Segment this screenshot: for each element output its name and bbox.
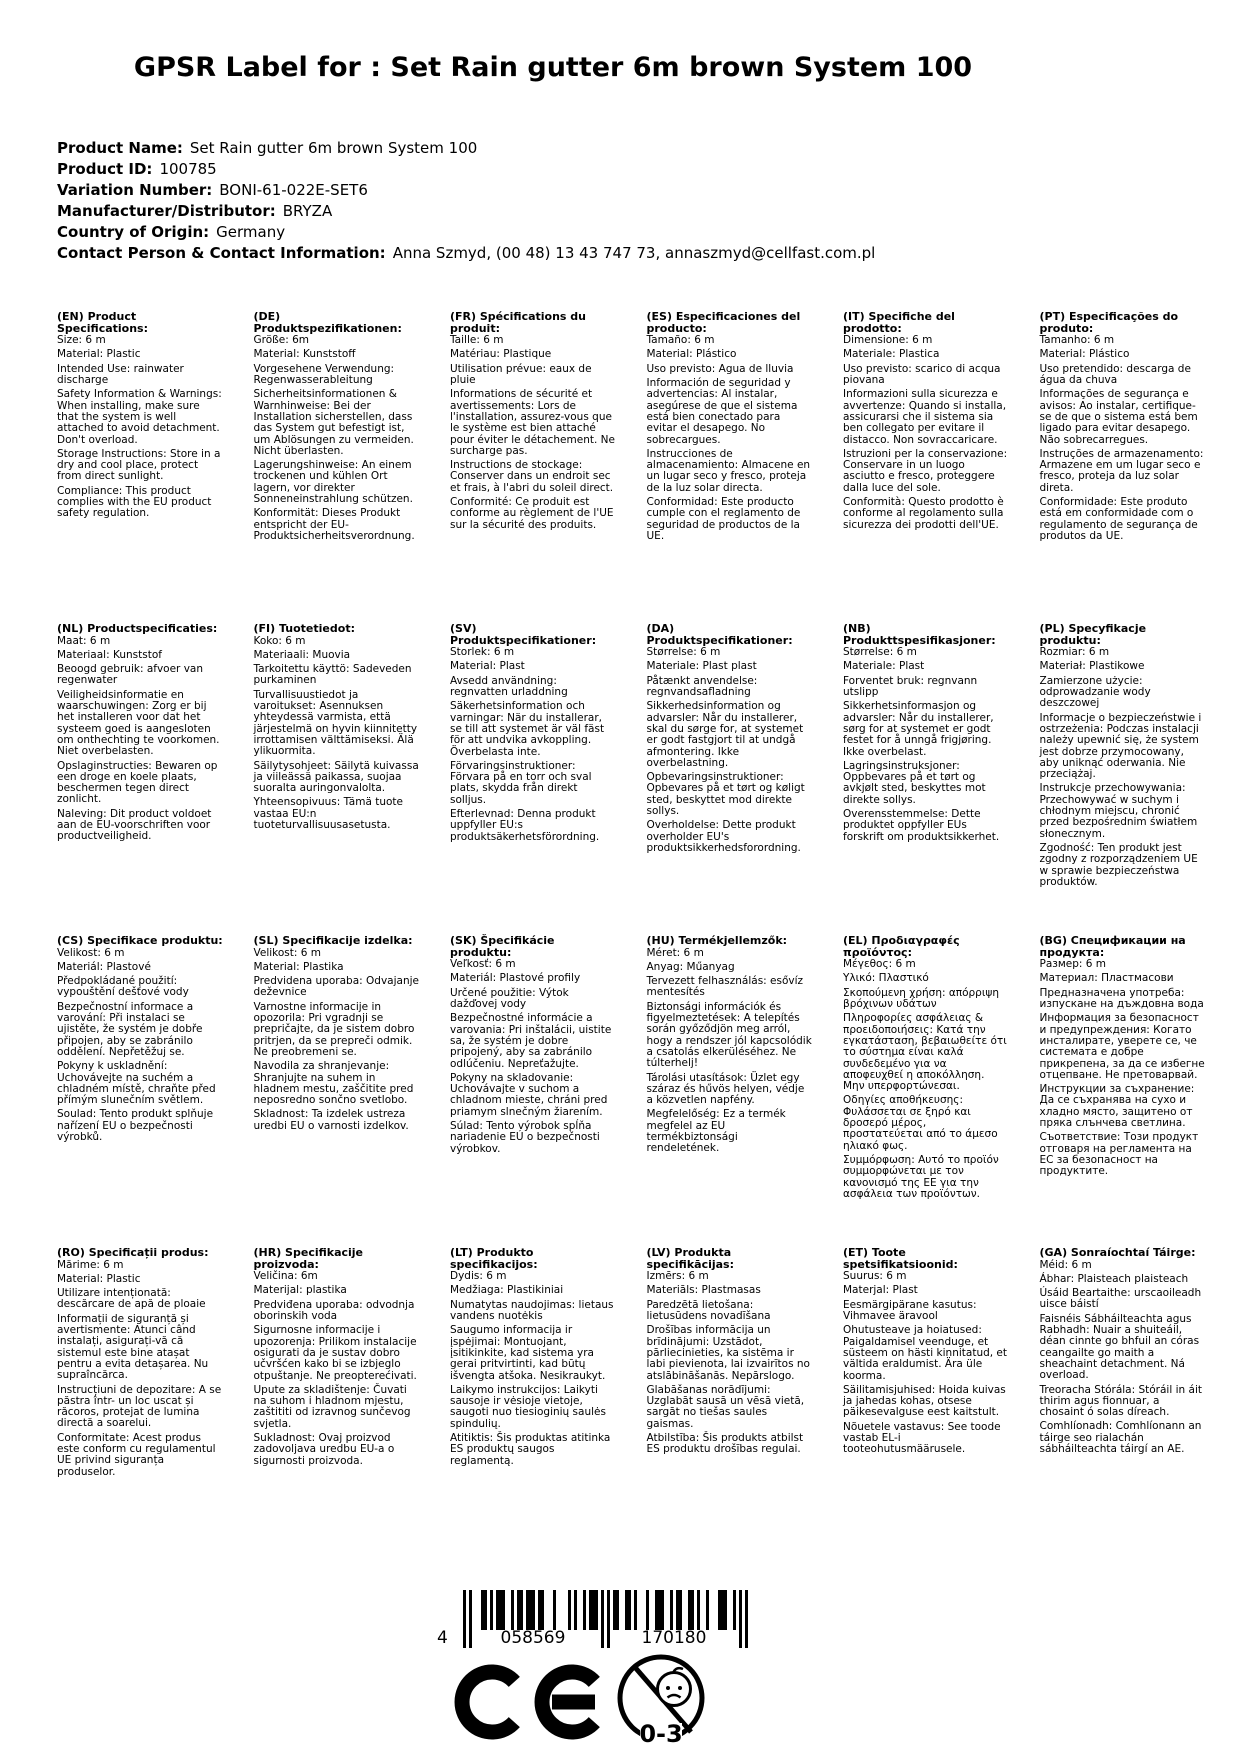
spec-block-heading: (HR) Specifikacije proizvoda: <box>253 1246 364 1271</box>
spec-paragraph: Zgodność: Ten produkt jest zgodny z rozporządzeniem UE w sprawie bezpieczeństwa produktów. <box>1039 841 1198 888</box>
spec-paragraph: Инструкции за съхранение: Да се съхранява на сухо и хладно място, защитено от пряка слънчева светлина. <box>1039 1083 1195 1130</box>
spec-paragraph: Tervezett felhasználás: esővíz mentesítés <box>646 975 804 999</box>
product-info-value: Germany <box>216 223 286 241</box>
spec-paragraph: Materiál: Plastové <box>57 960 151 973</box>
spec-paragraph: Turvallisuustiedot ja varoitukset: Asennuksen yhteydessä varmista, että järjestelmä on hyvin kiinnitetty irrottamisen välttämiseksi. Älä ylikuormita. <box>253 688 418 758</box>
spec-block-body <box>843 959 1009 1200</box>
spec-paragraph: Předpokládané použití: vypouštění dešťové vody <box>57 975 189 999</box>
spec-paragraph: Nõuetele vastavus: See toode vastab EL-i tooteohutusmäärusele. <box>843 1420 1001 1456</box>
spec-paragraph: Instrukcje przechowywania: Przechowywać w suchym i chłodnym miejscu, chronić przed bezpośrednim światłem słonecznym. <box>1039 782 1198 840</box>
spec-paragraph: Méid: 6 m <box>1039 1258 1092 1271</box>
spec-paragraph: Материал: Пластмасови <box>1039 972 1174 985</box>
spec-paragraph: Sigurnosne informacije i upozorenja: Prilikom instalacije osigurati da je sustav dobro učvršćen kako bi se izbjeglo otpuštanje. Ne preopterećivati. <box>253 1324 417 1382</box>
spec-paragraph: Efterlevnad: Denna produkt uppfyller EU:s produktsäkerhetsförordning. <box>450 808 600 843</box>
spec-paragraph: Informations de sécurité et avertissements: Lors de l'installation, assurez-vous que le système est bien attaché pour éviter le détachement. Ne surcharge pas. <box>450 388 615 457</box>
spec-paragraph: Uso previsto: scarico di acqua piovana <box>843 362 1001 387</box>
spec-paragraph: Materiale: Plast plast <box>646 660 757 673</box>
spec-paragraph: Информация за безопасност и предупреждения: Когато инсталирате, уверете се, че системата е добре прикрепена, за да се избегне отцепване. Не претоварвай. <box>1039 1012 1205 1081</box>
product-info-row <box>57 245 875 261</box>
spec-paragraph: Drošības informācija un brīdinājumi: Uzstādot, pārliecinieties, ka sistēma ir labi pievienota, lai izvairītos no atslābināšanās. Nepārslogo. <box>646 1324 810 1382</box>
spec-paragraph: Maat: 6 m <box>57 634 111 647</box>
spec-block <box>843 1247 1009 1559</box>
spec-block-body <box>450 959 616 1155</box>
spec-paragraph: Tarkoitettu käyttö: Sadeveden purkaminen <box>253 663 412 687</box>
spec-block-body <box>1040 959 1206 1177</box>
product-info-value: BONI-61-022E-SET6 <box>219 181 368 199</box>
spec-block-body <box>647 1271 813 1455</box>
spec-paragraph: Sicherheitsinformationen & Warnhinweise: Bei der Installation sicherstellen, dass das System gut befestigt ist, um Ablösungen zu vermeiden. Nicht überlasten. <box>253 388 414 457</box>
spec-paragraph: Tárolási utasítások: Üzlet egy száraz és hűvös helyen, védje a közvetlen napfény. <box>646 1071 805 1107</box>
spec-paragraph: Anyag: Műanyag <box>646 960 735 973</box>
spec-paragraph: Påtænkt anvendelse: regnvandsafladning <box>646 674 758 699</box>
spec-paragraph: Størrelse: 6 m <box>646 646 721 659</box>
product-info-label: Country of Origin: <box>57 223 210 241</box>
spec-block-body <box>1040 1260 1206 1456</box>
product-info <box>57 140 875 266</box>
spec-paragraph: Instrucciones de almacenamiento: Almacene en un lugar seco y fresco, proteja de la luz solar directa. <box>646 447 811 494</box>
spec-paragraph: Beoogd gebruik: afvoer van regenwater <box>57 663 204 687</box>
product-info-label: Manufacturer/Distributor: <box>57 202 276 220</box>
spec-paragraph: Material: Plástico <box>646 348 737 361</box>
spec-paragraph: Compliance: This product complies with the EU product safety regulation. <box>57 484 212 520</box>
spec-paragraph: Veľkosť: 6 m <box>450 958 516 971</box>
page-title: GPSR Label for : Set Rain gutter 6m brown System 100 <box>133 52 973 83</box>
spec-block-body <box>1040 335 1206 542</box>
spec-block-body <box>450 335 616 531</box>
spec-block <box>254 623 420 935</box>
spec-paragraph: Предназначена употреба: изпускане на дъждовна вода <box>1039 986 1204 1011</box>
spec-paragraph: Úsáid Beartaithe: urscaoileadh uisce báistí <box>1039 1287 1202 1311</box>
spec-paragraph: Instruções de armazenamento: Armazene em um lugar seco e fresco, proteja da luz solar direta. <box>1039 447 1204 494</box>
spec-paragraph: Bezpečnostné informácie a varovania: Pri inštalácii, uistite sa, že systém je dobre pripojený, aby sa zabránilo odlúčeniu. Nepreťažujte. <box>450 1012 612 1070</box>
product-info-value: 100785 <box>159 160 217 178</box>
spec-paragraph: Material: Plastic <box>57 1272 141 1285</box>
spec-block-heading: (SV) Produktspecifikationer: <box>450 622 597 647</box>
spec-block-body <box>843 1271 1009 1455</box>
spec-block-body <box>1040 647 1206 888</box>
product-info-label: Product Name: <box>57 139 183 157</box>
spec-block-heading: (SL) Specifikacije izdelka: <box>253 934 413 947</box>
spec-paragraph: Skladnost: Ta izdelek ustreza uredbi EU o varnosti izdelkov. <box>253 1108 409 1132</box>
spec-paragraph: Rozmiar: 6 m <box>1039 646 1110 659</box>
spec-paragraph: Vorgesehene Verwendung: Regenwasserableitung <box>253 362 395 387</box>
spec-paragraph: Treoracha Stórála: Stóráil in áit thirim agus fionnuar, a chosaint ó solas díreach. <box>1039 1383 1202 1419</box>
spec-paragraph: Materiaali: Muovia <box>253 648 351 661</box>
spec-paragraph: Sikkerhedsinformation og advarsler: Når du installerer, skal du sørge for, at systemet er godt fastgjort til at undgå afmontering. Ikke overbelastning. <box>646 700 804 769</box>
spec-paragraph: Avsedd användning: regnvatten urladdning <box>450 674 568 699</box>
spec-block-heading: (NB) Produkttspesifikasjoner: <box>843 622 996 647</box>
spec-paragraph: Pokyny na skladovanie: Uchovávajte v suchom a chladnom mieste, chráni pred priamym slnečným žiarením. <box>450 1071 608 1118</box>
spec-block-heading: (IT) Specifiche del prodotto: <box>843 310 955 335</box>
spec-block-body <box>647 948 813 1155</box>
spec-paragraph: Materiale: Plastica <box>843 348 940 361</box>
spec-paragraph: Materiał: Plastikowe <box>1039 660 1145 673</box>
spec-paragraph: Material: Plast <box>450 660 525 673</box>
baby-face-icon <box>658 1668 691 1705</box>
spec-paragraph: Safety Information & Warnings: When installing, make sure that the system is well attached to avoid detachment. Don't overload. <box>57 388 222 446</box>
spec-block <box>647 935 813 1247</box>
spec-paragraph: Съответствие: Този продукт отговаря на регламента на ЕС за безопасност на продуктите. <box>1039 1131 1199 1178</box>
spec-paragraph: Conformità: Questo prodotto è conforme al regolamento sulla sicurezza dei prodotti dell'UE. <box>843 496 1004 531</box>
spec-paragraph: Overholdelse: Dette produkt overholder EU's produktsikkerhedsforordning. <box>646 819 801 854</box>
age-warning-0-3-icon <box>615 1650 709 1750</box>
spec-block-body <box>450 1271 616 1467</box>
spec-paragraph: Material: Plástico <box>1039 348 1130 361</box>
spec-paragraph: Material: Plastika <box>253 960 344 973</box>
spec-paragraph: Eesmärgipärane kasutus: Vihmavee äravool <box>843 1298 977 1323</box>
spec-block-body <box>57 948 223 1144</box>
spec-paragraph: Dimensione: 6 m <box>843 334 933 347</box>
spec-block <box>254 935 420 1247</box>
spec-paragraph: Συμμόρφωση: Αυτό το προϊόν συμμορφώνεται με τον κανονισμό της ΕΕ για την ασφάλεια των προϊόντων. <box>843 1153 999 1200</box>
spec-paragraph: Zamierzone użycie: odprowadzanie wody deszczowej <box>1039 674 1151 710</box>
spec-paragraph: Veličina: 6m <box>253 1270 318 1283</box>
spec-block <box>254 311 420 623</box>
spec-block-body <box>254 948 420 1132</box>
spec-paragraph: Predviđena uporaba: odvodnja oborinskih voda <box>253 1298 415 1323</box>
spec-block-body <box>647 647 813 854</box>
spec-paragraph: Lagringsinstruksjoner: Oppbevares på et tørt og avkjølt sted, beskyttes mot direkte sollys. <box>843 759 986 806</box>
spec-block-heading: (ES) Especificaciones del producto: <box>646 310 801 335</box>
spec-paragraph: Mărime: 6 m <box>57 1258 124 1271</box>
spec-paragraph: Glabāšanas norādījumi: Uzglabāt sausā un vēsā vietā, sargāt no tiešas saules gaismas. <box>646 1383 805 1430</box>
spec-paragraph: Sukladnost: Ovaj proizvod zadovoljava uredbu EU-a o sigurnosti proizvoda. <box>253 1432 395 1467</box>
spec-block-body <box>647 335 813 542</box>
spec-block-body <box>254 1271 420 1467</box>
spec-paragraph: Utilizare intenționată: descărcare de apă de ploaie <box>57 1287 206 1311</box>
spec-paragraph: Σκοπούμενη χρήση: απόρριψη βρόχινων υδάτων <box>843 986 999 1011</box>
spec-block-body <box>843 647 1009 843</box>
spec-paragraph: Sikkerhetsinformasjon og advarsler: Når du installerer, sørg for at systemet er godt festet for å unngå frigjøring. Ikke overbelast. <box>843 700 994 758</box>
spec-paragraph: Materiāls: Plastmasas <box>646 1284 761 1297</box>
spec-block <box>843 311 1009 623</box>
spec-block <box>1040 1247 1206 1559</box>
spec-block <box>647 1247 813 1559</box>
spec-block-body <box>450 647 616 843</box>
spec-block-heading: (BG) Спецификации на продукта: <box>1039 934 1186 959</box>
spec-paragraph: Opslaginstructies: Bewaren op een droge en koele plaats, beschermen tegen direct zonlicht. <box>57 759 218 806</box>
spec-paragraph: Πληροφορίες ασφάλειας & προειδοποιήσεις: Κατά την εγκατάσταση, βεβαιωθείτε ότι το σύστημα είναι καλά συνδεδεμένο για να αποφευχθεί η αποκόλληση. Μην υπερφορτώνεσαι. <box>843 1012 1007 1093</box>
spec-paragraph: Intended Use: rainwater discharge <box>57 362 184 387</box>
spec-paragraph: Informații de siguranță și avertismente: Atunci când instalați, asigurați-vă că sistemul este bine atașat pentru a evita detașarea. Nu supraîncărca. <box>57 1312 209 1382</box>
spec-paragraph: Utilisation prévue: eaux de pluie <box>450 362 592 387</box>
spec-block-heading: (FR) Spécifications du produit: <box>450 310 587 335</box>
ce-mark-icon <box>450 1660 610 1746</box>
spec-paragraph: Matériau: Plastique <box>450 348 552 361</box>
spec-block-heading: (LT) Produkto specifikacijos: <box>450 1246 538 1271</box>
barcode-right-digits: 170180 <box>641 1628 707 1648</box>
spec-paragraph: Información de seguridad y advertencias: Al instalar, asegúrese de que el sistema está bien conectado para evitar el desapego. No sobrecargues. <box>646 377 798 446</box>
spec-paragraph: Lagerungshinweise: An einem trockenen und kühlen Ort lagern, vor direkter Sonneneinstrahlung schützen. <box>253 459 413 506</box>
spec-paragraph: Materiál: Plastové profily <box>450 972 581 985</box>
spec-block-body <box>57 636 223 843</box>
spec-paragraph: Materiaal: Kunststof <box>57 648 162 661</box>
spec-paragraph: Megfelelőség: Ez a termék megfelel az EU termékbiztonsági rendeletének. <box>646 1108 786 1155</box>
spec-paragraph: Größe: 6m <box>253 334 310 347</box>
spec-paragraph: Informacje o bezpieczeństwie i ostrzeżenia: Podczas instalacji należy upewnić się, że system jest dobrze przymocowany, aby uniknąć oderwania. Nie przeciążaj. <box>1039 711 1202 781</box>
spec-paragraph: Informações de segurança e avisos: Ao instalar, certifique-se de que o sistema está bem ligado para evitar desapego. Não sobrecarregues. <box>1039 388 1198 446</box>
product-info-row <box>57 224 875 240</box>
spec-paragraph: Laikymo instrukcijos: Laikyti sausoje ir vėsioje vietoje, saugoti nuo tiesioginių saulės spindulių. <box>450 1383 606 1430</box>
product-info-value: Set Rain gutter 6m brown System 100 <box>189 139 478 157</box>
spec-paragraph: Säilytysohjeet: Säilytä kuivassa ja viileässä paikassa, suojaa suoralta auringonvalolta. <box>253 759 419 795</box>
spec-block <box>254 1247 420 1559</box>
spec-paragraph: Storage Instructions: Store in a dry and cool place, protect from direct sunlight. <box>57 447 221 483</box>
barcode-lead-digit: 4 <box>437 1628 448 1648</box>
spec-block <box>647 623 813 935</box>
spec-paragraph: Velikost: 6 m <box>57 946 125 959</box>
spec-block <box>450 311 616 623</box>
spec-paragraph: Uso previsto: Agua de lluvia <box>646 362 794 375</box>
spec-paragraph: Méret: 6 m <box>646 946 704 959</box>
spec-paragraph: Ohutusteave ja hoiatused: Paigaldamisel veenduge, et süsteem on hästi kinnitatud, et vältida eraldumist. Ära üle koorma. <box>843 1324 1008 1382</box>
spec-paragraph: Medžiaga: Plastikiniai <box>450 1284 564 1297</box>
spec-paragraph: Μέγεθος: 6 m <box>843 958 916 971</box>
spec-block-heading: (RO) Specificații produs: <box>57 1246 209 1259</box>
spec-paragraph: Istruzioni per la conservazione: Conservare in un luogo asciutto e fresco, proteggere dalla luce del sole. <box>843 447 1008 494</box>
spec-paragraph: Ábhar: Plaisteach plaisteach <box>1039 1272 1189 1285</box>
spec-paragraph: Velikost: 6 m <box>253 946 322 959</box>
spec-paragraph: Förvaringsinstruktioner: Förvara på en torr och sval plats, skydda från direkt solljus. <box>450 759 592 806</box>
spec-paragraph: Size: 6 m <box>57 334 106 347</box>
spec-paragraph: Naleving: Dit product voldoet aan de EU-voorschriften voor productveiligheid. <box>57 807 212 843</box>
spec-block <box>57 1247 223 1559</box>
barcode-left-digits: 058569 <box>500 1628 566 1648</box>
product-info-row <box>57 182 875 198</box>
spec-block-heading: (DE) Produktspezifikationen: <box>253 310 402 335</box>
spec-paragraph: Soulad: Tento produkt splňuje nařízení EU o bezpečnosti výrobků. <box>57 1108 214 1144</box>
spec-block <box>1040 623 1206 935</box>
spec-paragraph: Conformité: Ce produit est conforme au règlement de l'UE sur la sécurité des produits. <box>450 496 614 531</box>
spec-paragraph: Conformidad: Este producto cumple con el reglamento de seguridad de productos de la UE. <box>646 496 801 542</box>
spec-block-heading: (GA) Sonraíochtaí Táirge: <box>1039 1246 1196 1259</box>
spec-paragraph: Overensstemmelse: Dette produktet oppfyller EUs forskrift om produktsikkerhet. <box>843 808 1000 843</box>
spec-block <box>57 623 223 935</box>
product-info-value: Anna Szmyd, (00 48) 13 43 747 73, annaszmyd@cellfast.com.pl <box>392 244 876 262</box>
spec-block <box>57 935 223 1247</box>
spec-block <box>450 935 616 1247</box>
spec-paragraph: Navodila za shranjevanje: Shranjujte na suhem in hladnem mestu, zaščitite pred neposredno sončno svetlobo. <box>253 1060 414 1107</box>
spec-paragraph: Atitiktis: Šis produktas atitinka ES produktų saugos reglamentą. <box>450 1432 611 1467</box>
spec-paragraph: Säilitamisjuhised: Hoida kuivas ja jahedas kohas, otsese päikesevalguse eest kaitstult. <box>843 1383 1006 1419</box>
spec-grid <box>57 311 1236 1559</box>
spec-paragraph: Størrelse: 6 m <box>843 646 917 659</box>
spec-block-body <box>254 335 420 542</box>
spec-paragraph: Izmērs: 6 m <box>646 1270 709 1283</box>
spec-paragraph: Taille: 6 m <box>450 334 504 347</box>
product-info-label: Product ID: <box>57 160 153 178</box>
spec-paragraph: Bezpečnostní informace a varování: Při instalaci se ujistěte, že systém je dobře připojen, aby se zabránilo oddělení. Nepřetěžuj se. <box>57 1000 203 1058</box>
spec-paragraph: Conformidade: Este produto está em conformidade com o regulamento de segurança de produtos da UE. <box>1039 496 1198 542</box>
spec-block <box>450 1247 616 1559</box>
spec-paragraph: Konformität: Dieses Produkt entspricht der EU-Produktsicherheitsverordnung. <box>253 507 415 542</box>
ean-barcode-icon <box>437 1588 757 1654</box>
spec-block-heading: (HU) Termékjellemzők: <box>646 934 788 947</box>
spec-paragraph: Veiligheidsinformatie en waarschuwingen: Zorg er bij het installeren voor dat het systeem goed is aangesloten om onthechting te voorkomen. Niet overbelasten. <box>57 688 220 758</box>
spec-block-heading: (EL) Προδιαγραφές προϊόντος: <box>843 934 960 959</box>
spec-block-heading: (ET) Toote spetsifikatsioonid: <box>843 1246 958 1271</box>
spec-paragraph: Materiale: Plast <box>843 660 925 673</box>
spec-paragraph: Υλικό: Πλαστικό <box>843 972 929 985</box>
spec-paragraph: Predvidena uporaba: Odvajanje deževnice <box>253 975 419 999</box>
spec-paragraph: Размер: 6 m <box>1039 958 1107 971</box>
spec-block-heading: (EN) Product Specifications: <box>57 310 149 335</box>
spec-paragraph: Určené použitie: Výtok dažďovej vody <box>450 986 569 1011</box>
spec-paragraph: Materijal: plastika <box>253 1284 347 1297</box>
product-info-row <box>57 203 875 219</box>
spec-paragraph: Forventet bruk: regnvann utslipp <box>843 674 978 699</box>
spec-paragraph: Biztonsági információk és figyelmeztetések: A telepítés során győződjön meg arról, hogy a rendszer jól kapcsolódik a csatolás elkerüléséhez. Ne túlterhelj! <box>646 1000 812 1070</box>
spec-block-heading: (LV) Produkta specifikācijas: <box>646 1246 734 1271</box>
product-info-value: BRYZA <box>282 202 333 220</box>
spec-paragraph: Pokyny k uskladnění: Uchovávejte na suchém a chladném místě, chraňte před přímým slunečním světlem. <box>57 1060 216 1107</box>
spec-block-body <box>254 636 420 832</box>
product-info-label: Variation Number: <box>57 181 213 199</box>
spec-paragraph: Atbilstība: Šis produkts atbilst ES produktu drošības regulai. <box>646 1432 804 1456</box>
spec-block-body <box>843 335 1009 531</box>
spec-paragraph: Suurus: 6 m <box>843 1270 907 1283</box>
spec-paragraph: Saugumo informacija ir įspėjimai: Montuojant, įsitikinkite, kad sistema yra gerai pritvirtinti, kad būtų išvengta atšoka. Nesikraukyt. <box>450 1324 606 1382</box>
spec-block <box>1040 935 1206 1247</box>
spec-paragraph: Instrucțiuni de depozitare: A se păstra într- un loc uscat și răcoros, protejat de lumina directă a soarelui. <box>57 1383 222 1430</box>
spec-paragraph: Säkerhetsinformation och varningar: När du installerar, se till att systemet är väl fäst för att undvika avkoppling. Överbelasta inte. <box>450 700 605 758</box>
spec-paragraph: Tamanho: 6 m <box>1039 334 1115 347</box>
spec-paragraph: Material: Plastic <box>57 348 141 361</box>
product-info-label: Contact Person & Contact Information: <box>57 244 386 262</box>
spec-paragraph: Material: Kunststoff <box>253 348 356 361</box>
spec-block-heading: (SK) Špecifikácie produktu: <box>450 934 555 959</box>
spec-block-heading: (CS) Specifikace produktu: <box>57 934 223 947</box>
spec-block <box>843 623 1009 935</box>
spec-block-body <box>57 335 223 519</box>
spec-paragraph: Instructions de stockage: Conserver dans un endroit sec et frais, à l'abri du soleil direct. <box>450 459 614 494</box>
spec-paragraph: Οδηγίες αποθήκευσης: Φυλάσσεται σε ξηρό και δροσερό μέρος, προστατεύεται από το άμεσο ηλιακό φως. <box>843 1094 998 1152</box>
spec-paragraph: Upute za skladištenje: Čuvati na suhom i hladnom mjestu, zaštititi od izravnog sunčevog svjetla. <box>253 1383 411 1430</box>
spec-paragraph: Numatytas naudojimas: lietaus vandens nuotėkis <box>450 1298 614 1323</box>
spec-paragraph: Storlek: 6 m <box>450 646 515 659</box>
spec-block <box>647 311 813 623</box>
spec-paragraph: Súlad: Tento výrobok spĺňa nariadenie EÚ o bezpečnosti výrobkov. <box>450 1120 600 1155</box>
spec-paragraph: Dydis: 6 m <box>450 1270 507 1283</box>
spec-paragraph: Yhteensopivuus: Tämä tuote vastaa EU:n tuoteturvallisuusasetusta. <box>253 796 404 832</box>
spec-block <box>450 623 616 935</box>
spec-block-heading: (PL) Specyfikacje produktu: <box>1039 622 1147 647</box>
age-range-text: 0-3 <box>639 1720 683 1748</box>
spec-block-heading: (DA) Produktspecifikationer: <box>646 622 793 647</box>
spec-block <box>1040 311 1206 623</box>
spec-paragraph: Uso pretendido: descarga de água da chuva <box>1039 362 1191 387</box>
spec-paragraph: Materjal: Plast <box>843 1284 918 1297</box>
spec-paragraph: Faisnéis Sábháilteachta agus Rabhadh: Nuair a shuiteáil, déan cinnte go bhfuil an córas ceangailte go maith a sheachaint detachment. Ná overload. <box>1039 1312 1200 1382</box>
spec-block-heading: (FI) Tuotetiedot: <box>253 622 355 635</box>
spec-paragraph: Informazioni sulla sicurezza e avvertenze: Quando si installa, assicurarsi che il sistema sia ben collegato per evitare il distacco. Non sovraccaricare. <box>843 388 1007 446</box>
spec-block-body <box>57 1260 223 1478</box>
spec-block <box>843 935 1009 1247</box>
spec-paragraph: Koko: 6 m <box>253 634 306 647</box>
product-info-row <box>57 140 875 156</box>
spec-block-heading: (PT) Especificações do produto: <box>1039 310 1179 335</box>
spec-paragraph: Paredzētā lietošana: lietusūdens novadīšana <box>646 1298 771 1323</box>
spec-paragraph: Opbevaringsinstruktioner: Opbevares på et tørt og køligt sted, beskyttet mod direkte sollys. <box>646 771 805 818</box>
spec-paragraph: Conformitate: Acest produs este conform cu regulamentul UE privind siguranța produselor. <box>57 1431 216 1478</box>
spec-paragraph: Tamaño: 6 m <box>646 334 715 347</box>
spec-block-heading: (NL) Productspecificaties: <box>57 622 218 635</box>
spec-paragraph: Varnostne informacije in opozorila: Pri vgradnji se prepričajte, da je sistem dobro pritrjen, da se prepreči odmik. Ne preobremeni se. <box>253 1000 415 1058</box>
spec-paragraph: Comhlíonadh: Comhlíonann an táirge seo rialachán sábháilteachta táirgí an AE. <box>1039 1420 1202 1456</box>
spec-block <box>57 311 223 623</box>
product-info-row <box>57 161 875 177</box>
